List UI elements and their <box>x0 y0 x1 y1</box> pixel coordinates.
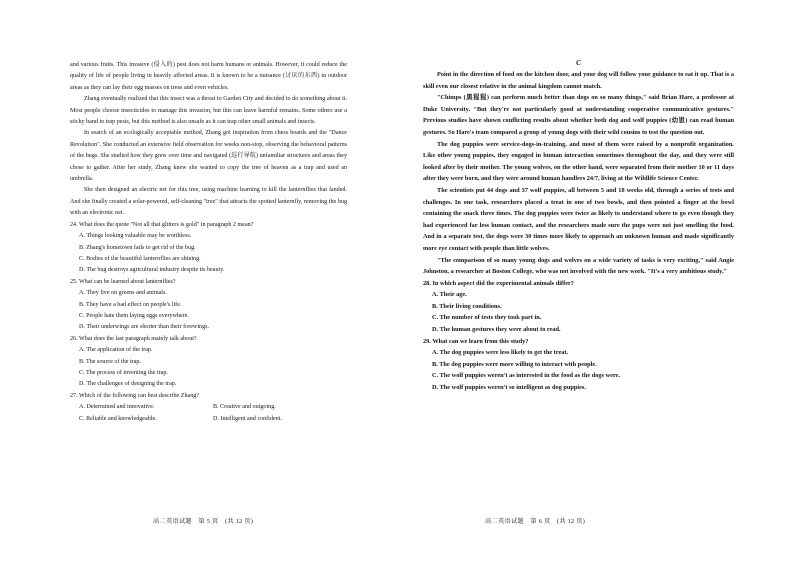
question-stem: 29. What can we learn from this study? <box>423 337 529 345</box>
passage-paragraph: In search of an ecologically acceptable method, Zhang got inspiration from chess boards and the "Dance Revolution". She conducted an extensive field observation for weeks non-stop, observing the behavioral patterns of the bugs. She studied how they grew over time and navigated (巡行导航) unfamiliar structures and areas they chose to gather. After her study, Zhang knew she wanted to copy the tree of heaven as a trap and used an umbrella. <box>70 130 347 183</box>
answer-option: C. The process of inventing the trap. <box>79 369 168 376</box>
passage-paragraph: Zhang eventually realized that this insect was a threat to Garden City and decided to do something about it. Most people choose insecticides to manage this invasion, but this can leave harmful remains. Some others use a sticky band to trap pests, but this method is also unsafe as it can trap other small animals and insects. <box>70 96 347 126</box>
answer-option-row <box>79 402 347 413</box>
answer-option: D. Their underwings are shorter than their forewings. <box>79 324 210 331</box>
answer-option: A. Their age. <box>432 291 467 299</box>
question-26 <box>70 334 347 391</box>
question-28 <box>423 278 734 336</box>
question-25 <box>70 277 347 334</box>
answer-option: A. Things looking valuable may be worthless. <box>79 233 192 240</box>
right-page <box>397 0 794 561</box>
answer-option: D. The wolf puppies weren't so intelligent as dog puppies. <box>432 384 586 392</box>
question-24 <box>70 220 347 277</box>
answer-option-row <box>79 414 347 425</box>
answer-option: A. The application of the trap. <box>79 347 153 354</box>
question-stem: 25. What can be learned about lanternflies? <box>70 278 176 285</box>
question-29 <box>423 336 734 394</box>
passage-paragraph: and various fruits. This invasive (侵入的) pest does not harm humans or animals. However, it could reduce the quality of life of people living in heavily affected areas. It is known to be a nuisance (讨厌的东西) in outdoor areas as they can lay their egg masses on trees and even vehicles. <box>70 62 347 91</box>
question-stem: 26. What does the last paragraph mainly talk about? <box>70 335 197 342</box>
answer-option: D. The human gestures they were about to read. <box>432 326 561 334</box>
question-27 <box>70 391 347 425</box>
passage-paragraph: "The comparison of so many young dogs and wolves on a wide variety of tasks is very exciting," said Angie Johnston, a researcher at Boston College, who was not involved with the new work. "It's a very ambitious study." <box>423 256 734 276</box>
answer-option: A. Determined and innovative. <box>79 404 155 411</box>
question-stem: 28. In which aspect did the experimental animals differ? <box>423 279 574 287</box>
question-stem: 24. What does the quote "Not all that glitters is gold" in paragraph 2 mean? <box>70 221 254 228</box>
answer-option: C. The wolf puppies weren't as interested in the food as the dogs were. <box>432 372 620 380</box>
answer-option: A. They live on greens and animals. <box>79 290 167 297</box>
passage-paragraph: She then designed an electric net for this tree, using machine learning to kill the lanternflies that landed. And she finally created a solar-powered, self-cleaning "tree" that attracts the spotted lanternfly, removing the bug with an electronic net. <box>70 187 347 217</box>
answer-option: B. The source of the trap. <box>79 358 141 365</box>
answer-option: B. They have a bad effect on people's life. <box>79 301 182 308</box>
question-stem: 27. Which of the following can best describe Zhang? <box>70 392 200 399</box>
passage-paragraph: Point in the direction of food on the kitchen door, and your dog will follow your guidance to eat it up. That is a skill even our closest relative in the animal kingdom cannot match. <box>423 71 734 90</box>
answer-option: A. The dog puppies were less likely to get the treat. <box>432 349 569 357</box>
answer-option: B. Zhang's hometown fails to get rid of the bug. <box>79 244 196 251</box>
answer-option: D. Intelligent and confident. <box>213 415 282 422</box>
answer-option: C. The number of tests they took part in. <box>432 314 542 322</box>
answer-option: D. The bug destroys agricultural industry despite its beauty. <box>79 267 225 274</box>
answer-option: C. Reliable and knowledgeable. <box>79 415 157 422</box>
passage-paragraph: The scientists put 44 dogs and 37 wolf puppies, all between 5 and 18 weeks old, through a series of tests and challenges. In one task, researchers placed a treat in one of two bowls, and then pointed a finger at the bowl containing the snack three times. The dog puppies were twice as likely to understand where to go even though they had experienced far less human contact, and the researchers made sure the pups were not just smelling the food. And in a separate test, the dogs were 30 times more likely to approach an unknown human and made significantly more eye contact with people than little wolves. <box>423 186 734 252</box>
answer-option: B. Their living conditions. <box>432 302 502 310</box>
answer-option: C. Bodies of the beautiful lanternflies are shining. <box>79 255 201 262</box>
answer-option: D. The challenges of designing the trap. <box>79 381 177 388</box>
passage-paragraph: "Chimps (黑猩猩) can perform much better than dogs on so many things," said Brian Hare, a professor at Duke University. "But they're not particularly good at understanding cooperative communicative gestures." Previous studies have shown conflicting results about whether both dog and wolf puppies (幼崽) can read human gestures. So Hare's team compared a group of young dogs with their wild cousins to test the question out. <box>423 94 734 136</box>
answer-option: C. People hate them laying eggs everywhere. <box>79 312 189 319</box>
passage-paragraph: The dog puppies were service-dogs-in-training, and most of them were raised by a nonprofit organization. Like other young puppies, they engaged in human interaction sometimes throughout the day, and they were still looked after by their mother. The young wolves, on the other hand, were separated from their mother 10 or 11 days after they were born, and they were around human handlers 24/7, living at the Wildlife Science Center. <box>423 140 734 183</box>
answer-option: B. The dog puppies were more willing to interact with people. <box>432 360 597 368</box>
section-heading: C <box>576 59 581 67</box>
page-footer-left: 高二英语试题 第 5 页 (共 12 页) <box>153 518 254 525</box>
page-footer-right: 高二英语试题 第 6 页 (共 12 页) <box>485 518 586 525</box>
answer-option: B. Creative and outgoing. <box>213 404 276 411</box>
